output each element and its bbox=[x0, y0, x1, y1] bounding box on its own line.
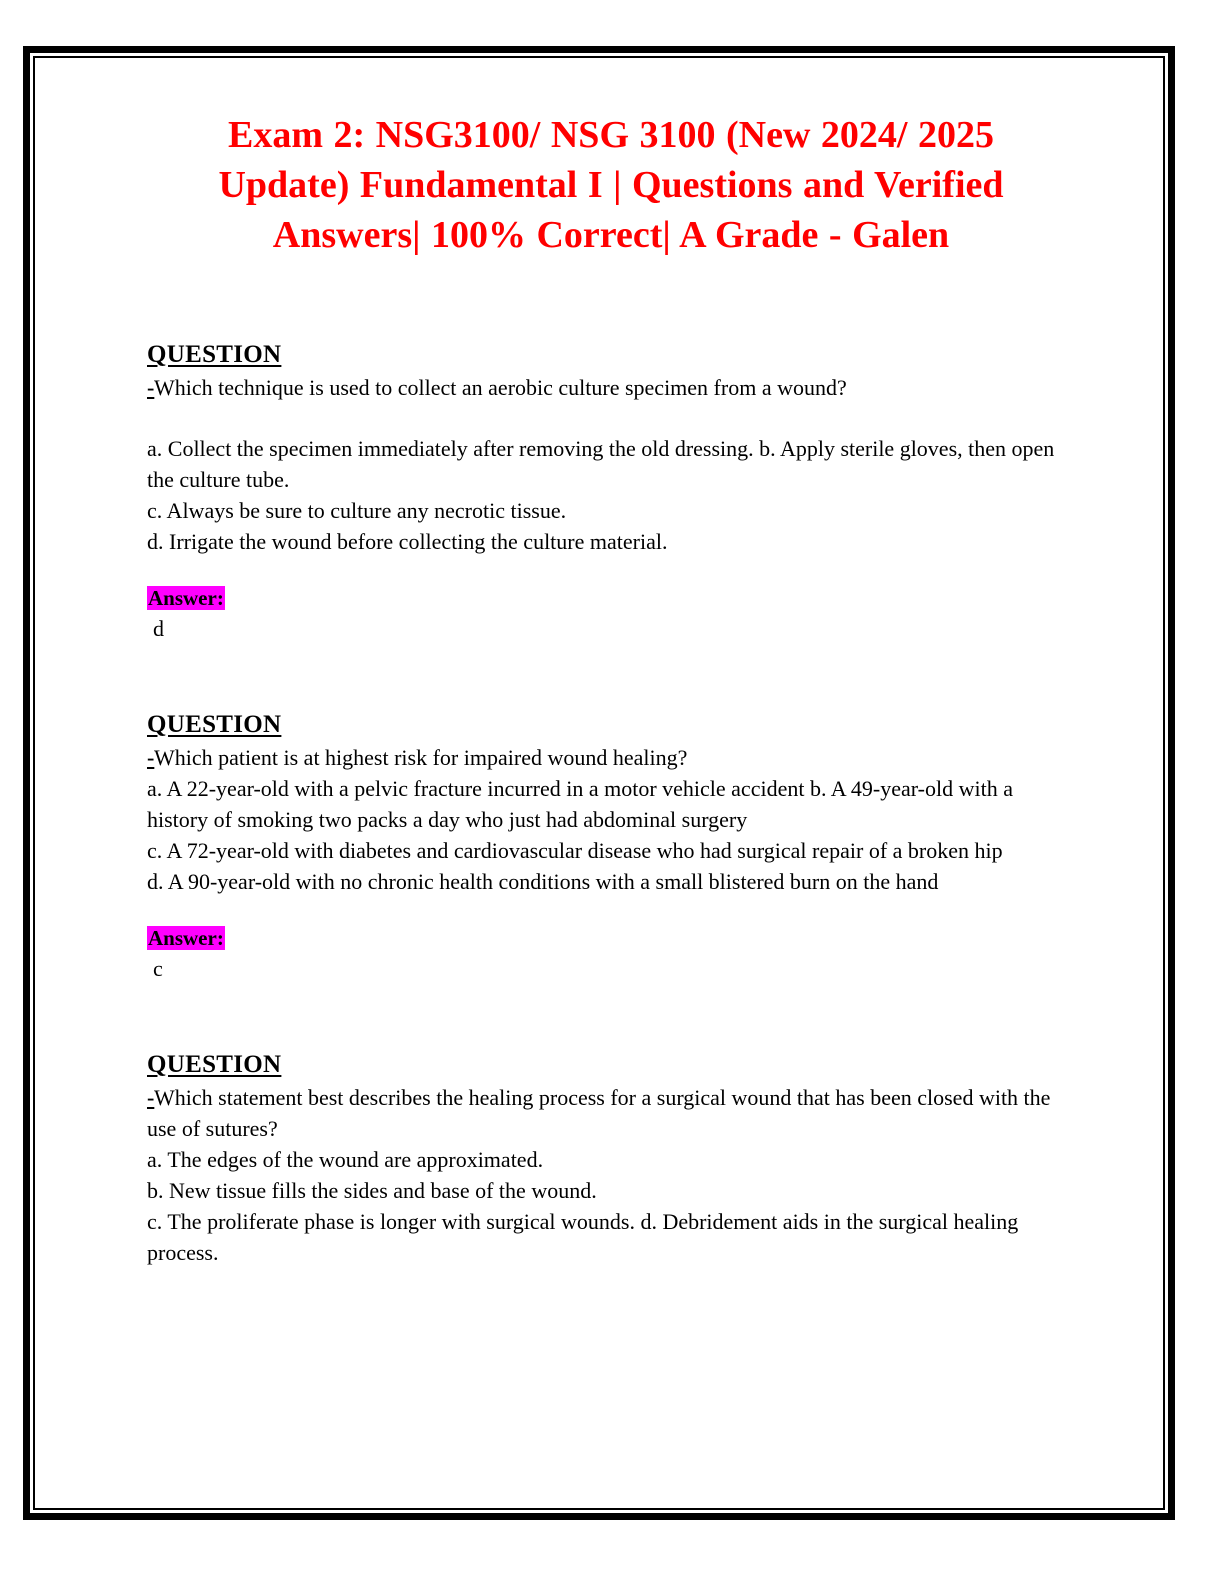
question-block-2 bbox=[147, 710, 1075, 984]
option-line: c. The proliferate phase is longer with surgical wounds. d. Debridement aids in the surgical healing process. bbox=[147, 1209, 1019, 1265]
answer-value-1: d bbox=[153, 616, 164, 641]
question-stem-3 bbox=[147, 1082, 1075, 1144]
answer-label-1: Answer: bbox=[148, 586, 224, 610]
answer-value-2: c bbox=[153, 956, 163, 981]
option-line: b. New tissue fills the sides and base of the wound. bbox=[147, 1178, 597, 1203]
question-stem-text-2: Which patient is at highest risk for impaired wound healing? bbox=[154, 745, 688, 770]
question-heading-2: QUESTION bbox=[147, 711, 282, 738]
document-content bbox=[35, 58, 1163, 1508]
option-line: d. Irrigate the wound before collecting the culture material. bbox=[147, 529, 668, 554]
stem-bullet-mark-3: - bbox=[147, 1085, 155, 1110]
option-line: a. Collect the specimen immediately after removing the old dressing. b. Apply sterile gloves, then open the culture tube. bbox=[147, 436, 1055, 492]
question-heading-3: QUESTION bbox=[147, 1051, 282, 1078]
option-line: d. A 90-year-old with no chronic health conditions with a small blistered burn on the hand bbox=[147, 869, 939, 894]
option-line: a. The edges of the wound are approximated. bbox=[147, 1147, 544, 1172]
option-line: c. Always be sure to culture any necrotic tissue. bbox=[147, 498, 567, 523]
question-options-3 bbox=[147, 1144, 1075, 1268]
option-line: a. A 22-year-old with a pelvic fracture incurred in a motor vehicle accident b. A 49-year-old with a history of smoking two packs a day who just had abdominal surgery bbox=[147, 776, 1013, 832]
question-stem-text-1: Which technique is used to collect an aerobic culture specimen from a wound? bbox=[154, 375, 847, 400]
question-spacer-1 bbox=[147, 403, 1075, 433]
page-border-inner bbox=[33, 56, 1165, 1510]
question-options-2 bbox=[147, 773, 1075, 897]
stem-bullet-mark-2: - bbox=[147, 745, 155, 770]
stem-bullet-mark-1: - bbox=[147, 375, 155, 400]
page-border-outer bbox=[23, 46, 1175, 1520]
answer-block-2 bbox=[147, 925, 1075, 984]
question-heading-1: QUESTION bbox=[147, 341, 282, 368]
question-block-3 bbox=[147, 1050, 1075, 1268]
answer-block-1 bbox=[147, 585, 1075, 644]
page-title: Exam 2: NSG3100/ NSG 3100 (New 2024/ 2025 Update) Fundamental I | Questions and Verified Answers| 100% Correct| A Grade - Galen bbox=[218, 114, 1004, 256]
answer-label-2: Answer: bbox=[148, 926, 224, 950]
question-stem-text-3: Which statement best describes the healing process for a surgical wound that has been closed with the use of sutures? bbox=[147, 1085, 1051, 1141]
question-stem-1 bbox=[147, 372, 1075, 403]
option-line: c. A 72-year-old with diabetes and cardiovascular disease who had surgical repair of a broken hip bbox=[147, 838, 1003, 863]
question-stem-2 bbox=[147, 742, 1075, 773]
question-block-1 bbox=[147, 340, 1075, 644]
question-options-1 bbox=[147, 433, 1075, 557]
